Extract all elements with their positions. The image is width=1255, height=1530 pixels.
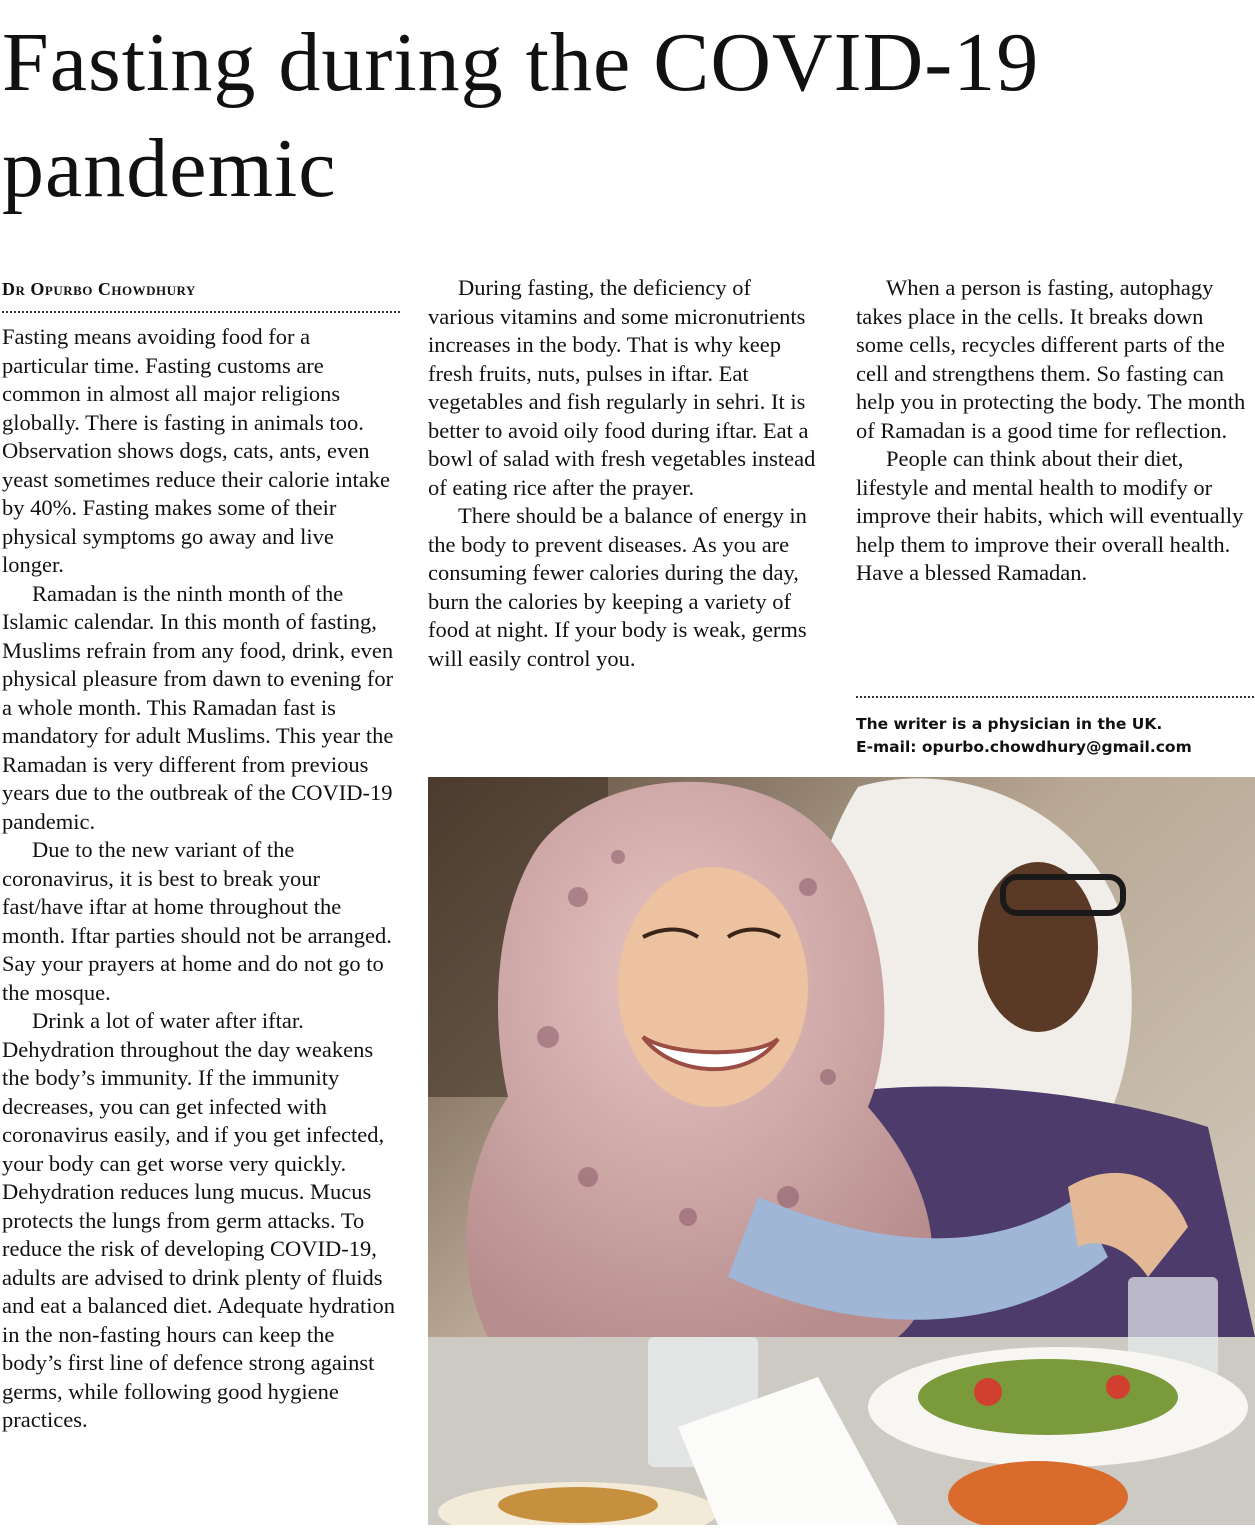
article-column-3 (856, 274, 1254, 588)
paragraph: Fasting means avoiding food for a particular time. Fasting customs are common in almost all major religions globally. There is fasting in animals too. Observation shows dogs, cats, ants, even yeast sometimes reduce their calorie intake by 40%. Fasting makes some of their physical symptoms go away and live longer. (2, 324, 390, 577)
byline-divider (2, 311, 400, 313)
paragraph: During fasting, the deficiency of various vitamins and some micronutrients increases in the body. That is why keep fresh fruits, nuts, pulses in iftar. Eat vegetables and fish regularly in sehri. It is better to avoid oily food during iftar. Eat a bowl of salad with fresh vegetables instead of eating rice after the prayer. (428, 275, 816, 500)
author-email: E-mail: opurbo.chowdhury@gmail.com (856, 738, 1192, 756)
author-bio-line: The writer is a physician in the UK. (856, 715, 1163, 733)
photo-illustration (428, 777, 1255, 1525)
paragraph: There should be a balance of energy in the body to prevent diseases. As you are consuming fewer calories during the day, burn the calories by keeping a variety of food at night. If your body is weak, germs will easily control you. (428, 503, 807, 671)
bio-divider (856, 696, 1254, 698)
paragraph: Due to the new variant of the coronavirus, it is best to break your fast/have iftar at home throughout the month. Iftar parties should not be arranged. Say your prayers at home and do not go to the mosque. (2, 837, 392, 1005)
byline: Dr Opurbo Chowdhury (2, 279, 196, 299)
headline: Fasting during the COVID-19 pandemic (2, 16, 1040, 215)
author-bio (856, 713, 1254, 759)
paragraph: Ramadan is the ninth month of the Islamic calendar. In this month of fasting, Muslims refrain from any food, drink, even physical pleasure from dawn to evening for a whole month. This Ramadan fast is mandatory for adult Muslims. This year the Ramadan is very different from previous years due to the outbreak of the COVID-19 pandemic. (2, 580, 394, 834)
article-column-2 (428, 274, 818, 673)
paragraph: People can think about their diet, lifestyle and mental health to modify or improve their habits, which will eventually help them to improve their overall health. Have a blessed Ramadan. (856, 446, 1244, 585)
paragraph: When a person is fasting, autophagy takes place in the cells. It breaks down some cells, recycles different parts of the cell and strengthens them. So fasting can help you in protecting the body. The month of Ramadan is a good time for reflection. (856, 275, 1246, 443)
paragraph: Drink a lot of water after iftar. Dehydration throughout the day weakens the body’s immunity. If the immunity decreases, you can get infected with coronavirus easily, and if you get infected, your body can get worse very quickly. Dehydration reduces lung mucus. Mucus protects the lungs from germ attacks. To reduce the risk of developing COVID-19, adults are advised to drink plenty of fluids and eat a balanced diet. Adequate hydration in the non-fasting hours can keep the body’s first line of defence strong against germs, while following good hygiene practices. (2, 1008, 395, 1432)
article-photo (428, 777, 1255, 1525)
article-column-1 (2, 323, 400, 1435)
